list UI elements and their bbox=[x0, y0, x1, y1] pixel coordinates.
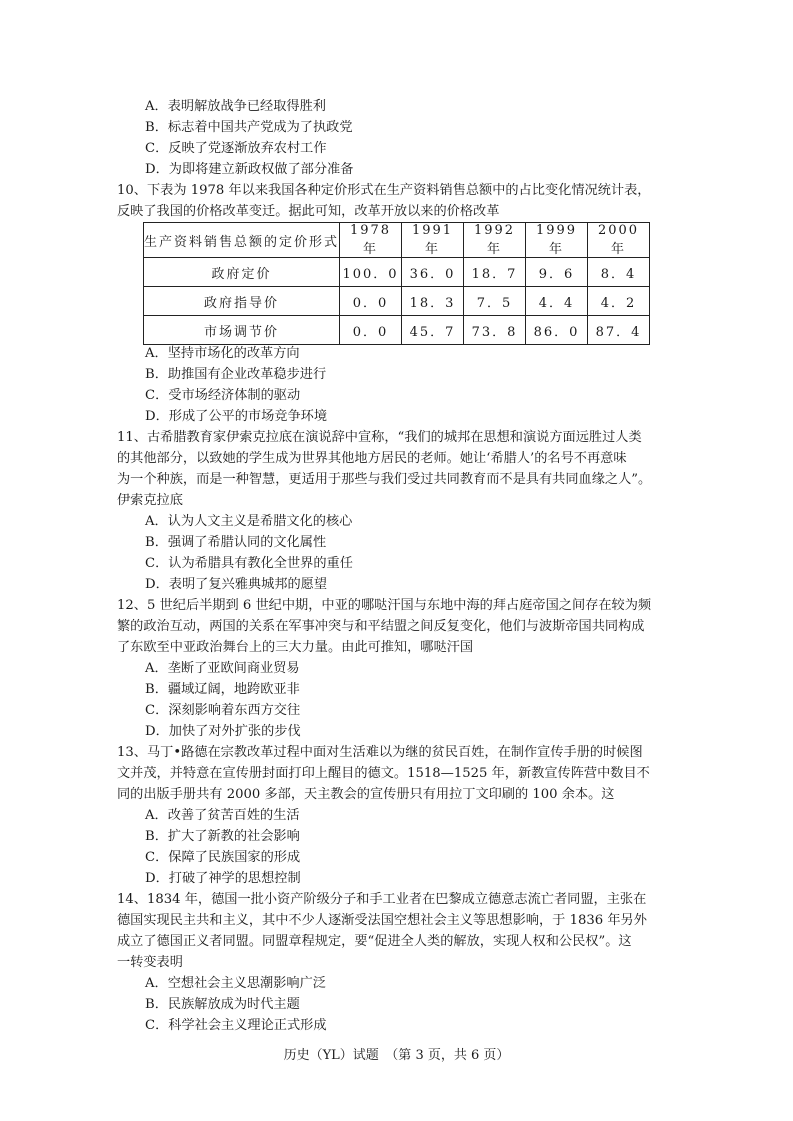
q14-option-b: B．民族解放成为时代主题 bbox=[145, 997, 300, 1012]
table-cell: 9．6 bbox=[526, 258, 588, 287]
q13-stem-line-2: 文并茂，并特意在宣传册封面打印上醒目的德文。1518—1525 年，新教宣传阵营中数目不 bbox=[117, 766, 650, 781]
q14-stem-line-4: 一转变表明 bbox=[117, 955, 183, 970]
q12-option-c: C．深刻影响着东西方交往 bbox=[145, 703, 301, 718]
q10-option-b: B．助推国有企业改革稳步进行 bbox=[145, 367, 327, 382]
table-cell: 100．0 bbox=[340, 258, 402, 287]
q12-option-d: D．加快了对外扩张的步伐 bbox=[145, 724, 301, 739]
q11-stem-line-3: 为一个种族，而是一种智慧，更适用于那些与我们受过共同教育而不是具有共同血缘之人”。 bbox=[117, 472, 652, 487]
q11-option-a: A．认为人文主义是希腊文化的核心 bbox=[145, 514, 353, 529]
q13-option-c: C．保障了民族国家的形成 bbox=[145, 850, 301, 865]
q12-stem-line-3: 了东欧至中亚政治舞台上的三大力量。由此可推知，哪哒汗国 bbox=[117, 640, 474, 655]
table-header-cell: 2000 年 bbox=[588, 223, 650, 258]
table-row bbox=[144, 287, 650, 316]
table-cell: 7．5 bbox=[464, 287, 526, 316]
q13-stem-line-3: 同的出版手册共有 2000 多部，天主教会的宣传册只有用拉丁文印刷的 100 余本。这 bbox=[117, 787, 615, 802]
q9-option-d: D．为即将建立新政权做了部分准备 bbox=[145, 162, 354, 177]
q10-option-a: A．坚持市场化的改革方向 bbox=[145, 346, 300, 361]
table-cell: 18．7 bbox=[464, 258, 526, 287]
q11-stem-line-4: 伊索克拉底 bbox=[117, 493, 183, 508]
table-header-cell: 生产资料销售总额的定价形式 bbox=[144, 223, 340, 258]
q9-option-a: A．表明解放战争已经取得胜利 bbox=[145, 99, 326, 114]
table-cell: 0．0 bbox=[340, 287, 402, 316]
table-row bbox=[144, 258, 650, 287]
q13-option-a: A．改善了贫苦百姓的生活 bbox=[145, 808, 300, 823]
table-header-cell: 1999 年 bbox=[526, 223, 588, 258]
q12-stem-line-1: 12、5 世纪后半期到 6 世纪中期，中亚的哪哒汗国与东地中海的拜占庭帝国之间存在较为频 bbox=[117, 598, 652, 613]
q13-option-d: D．打破了神学的思想控制 bbox=[145, 871, 301, 886]
q11-option-d: D．表明了复兴雅典城邦的愿望 bbox=[145, 577, 328, 592]
q10-option-c: C．受市场经济体制的驱动 bbox=[145, 388, 301, 403]
q12-option-a: A．垄断了亚欧间商业贸易 bbox=[145, 661, 300, 676]
table-header-cell: 1992 年 bbox=[464, 223, 526, 258]
table-cell: 市场调节价 bbox=[144, 316, 340, 345]
q12-option-b: B．疆域辽阔，地跨欧亚非 bbox=[145, 682, 300, 697]
table-header-cell: 1978 年 bbox=[340, 223, 402, 258]
q10-option-d: D．形成了公平的市场竞争环境 bbox=[145, 409, 328, 424]
q13-option-b: B．扩大了新教的社会影响 bbox=[145, 829, 300, 844]
q14-option-a: A．空想社会主义思潮影响广泛 bbox=[145, 976, 326, 991]
q14-stem-line-1: 14、1834 年，德国一批小资产阶级分子和手工业者在巴黎成立德意志流亡者同盟，主张在 bbox=[117, 892, 647, 907]
q9-option-b: B．标志着中国共产党成为了执政党 bbox=[145, 120, 353, 135]
table-row bbox=[144, 316, 650, 345]
table-header-row bbox=[144, 223, 650, 258]
q13-stem-line-1: 13、马丁•路德在宗教改革过程中面对生活难以为继的贫民百姓，在制作宣传手册的时候图 bbox=[117, 745, 643, 760]
table-cell: 86．0 bbox=[526, 316, 588, 345]
table-cell: 87．4 bbox=[588, 316, 650, 345]
q14-stem-line-3: 成立了德国正义者同盟。同盟章程规定，要“促进全人类的解放，实现人权和公民权”。这 bbox=[117, 934, 632, 949]
table-cell: 0．0 bbox=[340, 316, 402, 345]
q14-stem-line-2: 德国实现民主共和主义，其中不少人逐渐受法国空想社会主义等思想影响，于 1836 年另外 bbox=[117, 913, 647, 928]
q9-option-c: C．反映了党逐渐放弃农村工作 bbox=[145, 141, 327, 156]
table-cell: 18．3 bbox=[402, 287, 464, 316]
q14-option-c: C．科学社会主义理论正式形成 bbox=[145, 1018, 327, 1033]
table-header-cell: 1991 年 bbox=[402, 223, 464, 258]
page-footer: 历史（YL）试题 （第 3 页，共 6 页） bbox=[283, 1048, 510, 1063]
q11-option-b: B．强调了希腊认同的文化属性 bbox=[145, 535, 327, 550]
q12-stem-line-2: 繁的政治互动，两国的关系在军事冲突与和平结盟之间反复变化，他们与波斯帝国共同构成 bbox=[117, 619, 645, 634]
q11-option-c: C．认为希腊具有教化全世界的重任 bbox=[145, 556, 353, 571]
table-cell: 8．4 bbox=[588, 258, 650, 287]
table-cell: 45．7 bbox=[402, 316, 464, 345]
table-cell: 36．0 bbox=[402, 258, 464, 287]
table-cell: 政府定价 bbox=[144, 258, 340, 287]
q11-stem-line-2: 的其他部分，以致她的学生成为世界其他地方居民的老师。她让‘希腊人’的名号不再意味 bbox=[117, 451, 627, 466]
table-cell: 4．2 bbox=[588, 287, 650, 316]
price-table bbox=[143, 222, 650, 345]
q10-stem-line-2: 反映了我国的价格改革变迁。据此可知，改革开放以来的价格改革 bbox=[117, 204, 500, 219]
table-cell: 4．4 bbox=[526, 287, 588, 316]
q11-stem-line-1: 11、古希腊教育家伊索克拉底在演说辞中宣称，“我们的城邦在思想和演说方面远胜过人类 bbox=[117, 430, 642, 445]
table-cell: 73．8 bbox=[464, 316, 526, 345]
table-cell: 政府指导价 bbox=[144, 287, 340, 316]
q10-stem-line-1: 10、下表为 1978 年以来我国各种定价形式在生产资料销售总额中的占比变化情况统计表， bbox=[117, 183, 651, 198]
